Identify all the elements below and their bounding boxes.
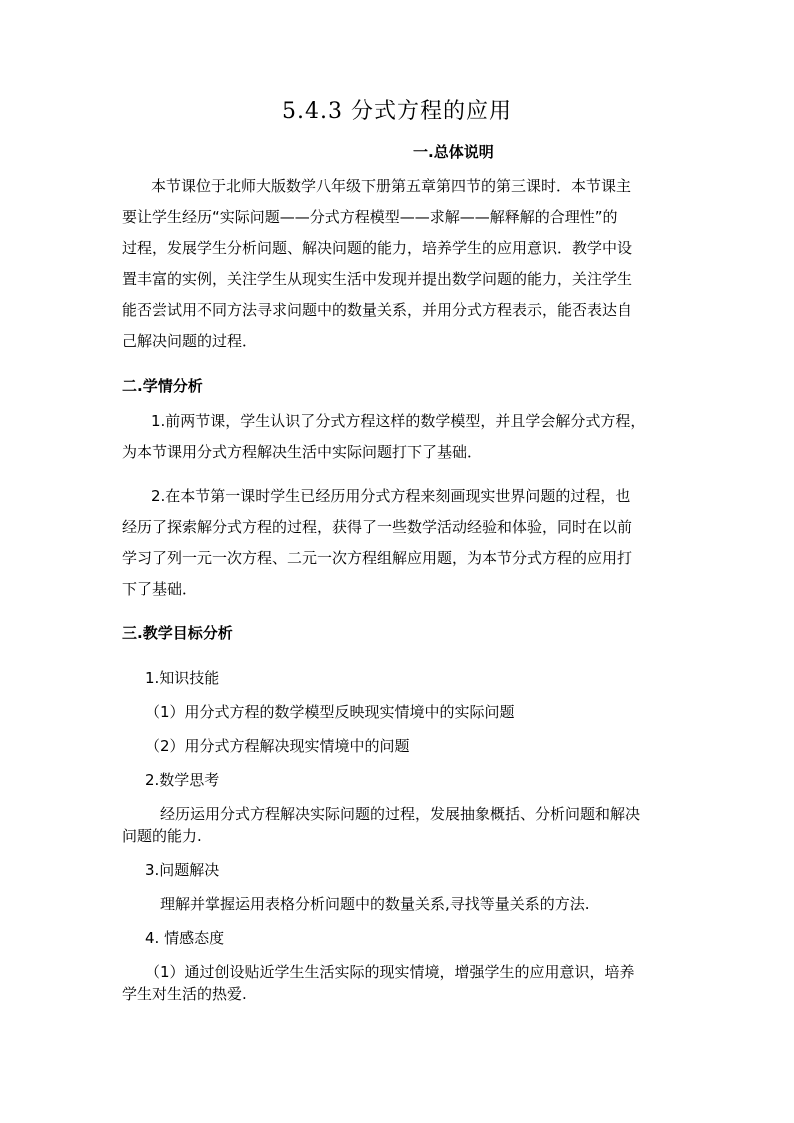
overview-line: 过程，发展学生分析问题、解决问题的能力，培养学生的应用意识．教学中设 — [122, 239, 633, 257]
section-heading-analysis: 二.学情分析 — [122, 377, 203, 395]
overview-line: 能否尝试用不同方法寻求问题中的数量关系，并用分式方程表示，能否表达自 — [122, 301, 633, 319]
objective-attitude-line: 学生对生活的热爱. — [122, 985, 247, 1003]
overview-line: 己解决问题的过程． — [122, 332, 258, 350]
section-heading-overview: 一.总体说明 — [413, 143, 494, 161]
overview-line: 要让学生经历“实际问题——分式方程模型——求解——解释解的合理性”的 — [122, 208, 618, 226]
overview-line: 置丰富的实例，关注学生从现实生活中发现并提出数学问题的能力，关注学生 — [122, 270, 633, 288]
objective-thinking-line: 问题的能力. — [122, 827, 202, 845]
objective-attitude-label: 4. 情感态度 — [145, 929, 225, 947]
objective-problem-line: 理解并掌握运用表格分析问题中的数量关系,寻找等量关系的方法. — [160, 895, 590, 913]
objective-problem-label: 3.问题解决 — [145, 861, 220, 879]
objective-knowledge-label: 1.知识技能 — [145, 669, 220, 687]
analysis-item1-line: 1.前两节课，学生认识了分式方程这样的数学模型，并且学会解分式方程， — [151, 412, 646, 430]
objective-knowledge-item: （2）用分式方程解决现实情境中的问题 — [145, 737, 410, 755]
analysis-item2-line: 下了基础． — [122, 580, 198, 598]
analysis-item2-line: 学习了列一元一次方程、二元一次方程组解应用题，为本节分式方程的应用打 — [122, 549, 633, 567]
document-title: 5.4.3 分式方程的应用 — [282, 99, 512, 124]
analysis-item2-line: 2.在本节第一课时学生已经历用分式方程来刻画现实世界问题的过程，也 — [151, 487, 631, 505]
overview-line: 本节课位于北师大版数学八年级下册第五章第四节的第三课时．本节课主 — [151, 177, 632, 195]
objective-attitude-line: （1）通过创设贴近学生生活实际的现实情境，增强学生的应用意识，培养 — [145, 963, 635, 981]
analysis-item2-line: 经历了探索解分式方程的过程，获得了一些数学活动经验和体验，同时在以前 — [122, 518, 633, 536]
section-heading-objectives: 三.教学目标分析 — [122, 624, 233, 642]
objective-thinking-label: 2.数学思考 — [145, 771, 220, 789]
analysis-item1-line: 为本节课用分式方程解决生活中实际问题打下了基础． — [122, 443, 483, 461]
objective-thinking-line: 经历运用分式方程解决实际问题的过程，发展抽象概括、分析问题和解决 — [160, 805, 641, 823]
objective-knowledge-item: （1）用分式方程的数学模型反映现实情境中的实际问题 — [145, 703, 515, 721]
